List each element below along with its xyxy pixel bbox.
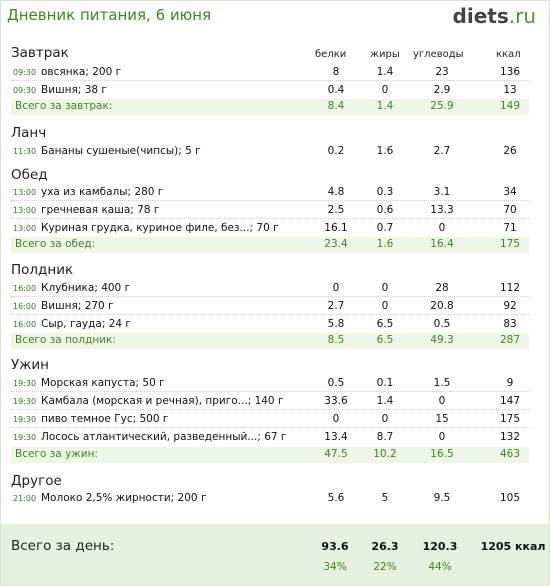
food-row[interactable] [11,281,529,297]
food-time: 09:30 [13,68,37,77]
meal-title-lunch: Ланч [11,125,47,141]
food-protein: 0.4 [327,84,345,96]
food-time: 13:00 [13,206,37,215]
day-protein-percent: 34% [323,561,347,573]
food-row[interactable] [11,412,529,428]
food-fat: 0.6 [376,204,394,216]
food-kcal: 9 [506,377,514,389]
food-protein: 2.5 [327,204,345,216]
meal-title-dinner: Обед [11,167,48,183]
food-name[interactable]: Вишня; 38 г [41,84,107,96]
food-protein: 0 [332,413,340,425]
food-carbs: 0 [438,431,446,443]
food-name[interactable]: Вишня; 270 г [41,300,114,312]
day-carbs-percent: 44% [428,561,452,573]
food-carbs: 3.1 [433,186,451,198]
food-name[interactable]: Сыр, гауда; 24 г [41,318,131,330]
food-row[interactable] [11,491,529,507]
meal-title-other: Другое [11,473,62,489]
food-carbs: 0 [438,222,446,234]
logo-tld: .ru [508,4,536,28]
food-protein: 13.4 [324,431,348,443]
day-total-carbs: 120.3 [422,540,458,553]
food-carbs: 2.7 [433,145,451,157]
food-kcal: 70 [503,204,517,216]
total-fat: 1.6 [376,238,394,250]
food-kcal: 147 [499,395,521,407]
food-fat: 0.3 [376,186,394,198]
food-row[interactable] [11,299,529,315]
food-carbs: 20.8 [430,300,454,312]
food-name[interactable]: Морская капуста; 50 г [41,377,165,389]
total-carbs: 16.4 [430,238,454,250]
food-name[interactable]: Лосось атлантический, разведенный...; 67 г [41,431,287,443]
total-protein: 23.4 [324,238,348,250]
total-kcal: 463 [499,448,521,460]
food-fat: 8.7 [376,431,394,443]
food-fat: 1.4 [376,395,394,407]
day-total-fat: 26.3 [371,540,399,553]
meal-total-label: Всего за обед: [15,238,96,250]
food-fat: 1.4 [376,66,394,78]
food-time: 19:30 [13,379,37,388]
total-protein: 8.4 [327,100,345,112]
day-fat-percent: 22% [373,561,397,573]
food-time: 19:30 [13,397,37,406]
site-logo[interactable] [453,4,536,28]
food-time: 16:00 [13,320,37,329]
food-kcal: 136 [499,66,521,78]
food-protein: 4.8 [327,186,345,198]
meal-title-snack: Полдник [11,262,74,278]
page-title: Дневник питания, 6 июня [7,6,212,24]
food-fat: 0.1 [376,377,394,389]
total-carbs: 16.5 [430,448,454,460]
food-kcal: 83 [503,318,517,330]
food-time: 13:00 [13,224,37,233]
food-kcal: 112 [499,282,521,294]
total-protein: 8.5 [327,334,345,346]
food-carbs: 28 [435,282,449,294]
food-fat: 6.5 [376,318,394,330]
total-kcal: 175 [499,238,521,250]
column-header-protein: белки [315,49,347,60]
food-protein: 8 [332,66,340,78]
food-fat: 0 [381,84,389,96]
food-name[interactable]: пиво темное Гус; 500 г [41,413,169,425]
food-row[interactable] [11,221,529,237]
day-total-kcal: 1205 ккал [480,540,546,553]
food-name[interactable]: Куриная грудка, куриное филе, без...; 70 г [41,222,279,234]
food-protein: 33.6 [324,395,348,407]
column-header-fat: жиры [370,49,400,60]
day-total-panel [1,524,549,585]
food-name[interactable]: овсянка; 200 г [41,66,122,78]
food-fat: 5 [381,492,389,504]
meal-total-row [11,99,529,115]
food-name[interactable]: гречневая каша; 78 г [41,204,160,216]
food-time: 09:30 [13,86,37,95]
food-carbs: 1.5 [433,377,451,389]
total-carbs: 25.9 [430,100,454,112]
food-kcal: 71 [503,222,517,234]
food-fat: 0 [381,413,389,425]
food-time: 11:30 [13,147,37,156]
total-fat: 10.2 [373,448,397,460]
meal-total-label: Всего за ужин: [15,448,98,460]
food-name[interactable]: Клубника; 400 г [41,282,131,294]
column-header-carbs: углеводы [413,49,464,60]
food-row[interactable] [11,203,529,219]
food-row[interactable] [11,144,529,160]
food-time: 16:00 [13,284,37,293]
logo-main: diets [452,4,509,28]
food-kcal: 26 [503,145,517,157]
food-time: 19:30 [13,433,37,442]
food-kcal: 92 [503,300,517,312]
food-protein: 2.7 [327,300,345,312]
day-total-protein: 93.6 [321,540,349,553]
food-fat: 0 [381,300,389,312]
day-total-label: Всего за день: [11,538,115,554]
food-kcal: 105 [499,492,521,504]
food-time: 13:00 [13,188,37,197]
food-time: 16:00 [13,302,37,311]
food-row[interactable] [11,394,529,410]
food-time: 21:00 [13,494,37,503]
food-protein: 5.6 [327,492,345,504]
food-row[interactable] [11,83,529,99]
food-fat: 0 [381,282,389,294]
food-protein: 16.1 [324,222,348,234]
food-protein: 0.2 [327,145,345,157]
food-row[interactable] [11,317,529,333]
total-protein: 47.5 [324,448,348,460]
meal-total-row [11,237,529,253]
total-carbs: 49.3 [430,334,454,346]
total-kcal: 287 [499,334,521,346]
food-name[interactable]: Молоко 2,5% жирности; 200 г [41,492,207,504]
food-carbs: 15 [435,413,449,425]
food-fat: 1.6 [376,145,394,157]
food-fat: 0.7 [376,222,394,234]
food-carbs: 0.5 [433,318,451,330]
food-kcal: 34 [503,186,517,198]
food-row[interactable] [11,65,529,81]
column-header-kcal: ккал [496,49,521,60]
food-carbs: 9.5 [433,492,451,504]
food-time: 19:30 [13,415,37,424]
food-name[interactable]: Бананы сушеные(чипсы); 5 г [41,145,201,157]
food-protein: 0.5 [327,377,345,389]
meal-total-row [11,447,529,463]
total-fat: 6.5 [376,334,394,346]
food-protein: 0 [332,282,340,294]
food-row[interactable] [11,376,529,392]
food-carbs: 23 [435,66,449,78]
food-kcal: 13 [503,84,517,96]
food-kcal: 132 [499,431,521,443]
food-carbs: 2.9 [433,84,451,96]
food-carbs: 13.3 [430,204,454,216]
total-kcal: 149 [499,100,521,112]
food-name[interactable]: уха из камбалы; 280 г [41,186,164,198]
food-protein: 5.8 [327,318,345,330]
food-row[interactable] [11,430,529,446]
meal-total-label: Всего за завтрак: [15,100,113,112]
food-kcal: 175 [499,413,521,425]
meal-title-supper: Ужин [11,357,49,373]
food-carbs: 0 [438,395,446,407]
food-name[interactable]: Камбала (морская и речная), приго...; 140 г [41,395,284,407]
total-fat: 1.4 [376,100,394,112]
meal-total-row [11,333,529,349]
meal-title-breakfast: Завтрак [11,45,69,61]
food-row[interactable] [11,185,529,201]
meal-total-label: Всего за полдник: [15,334,116,346]
